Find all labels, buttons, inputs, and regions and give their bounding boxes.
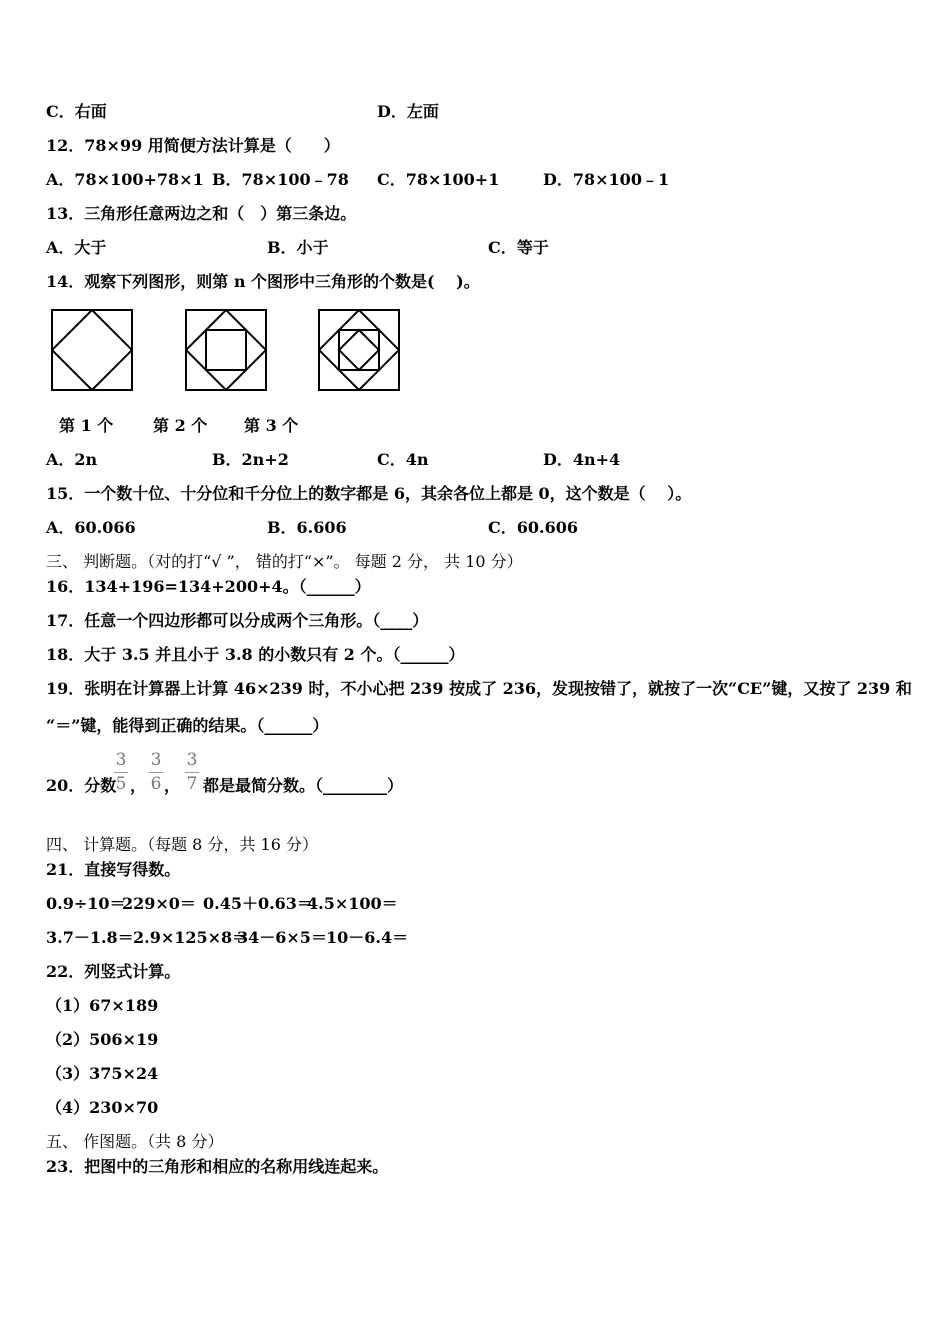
q22-item-4: （4）230×70 [46,1098,159,1117]
q13-option-c[interactable]: C．等于 [488,238,549,257]
q22-stem: 22．列竖式计算。 [46,962,181,981]
q21-item: 2.9×125×8＝ [133,928,249,947]
fraction-numerator: 3 [186,750,198,770]
q21-item: 0.9÷10＝ [46,894,126,913]
q14-option-b[interactable]: B．2n+2 [212,450,289,469]
fraction-numerator: 3 [150,750,162,770]
q23: 23．把图中的三角形和相应的名称用线连起来。 [46,1157,389,1176]
q21-item: 3.7－1.8＝ [46,928,134,947]
q12-option-d[interactable]: D．78×100﹣1 [543,170,670,189]
q11-option-d[interactable]: D．左面 [377,102,439,121]
q22-item-2: （2）506×19 [46,1030,159,1049]
q17: 17．任意一个四边形都可以分成两个三角形。（____） [46,611,429,630]
q19-line-2: “＝”键，能得到正确的结果。（______） [46,716,329,735]
q16: 16．134+196=134+200+4。（______） [46,577,371,596]
q13-option-b[interactable]: B．小于 [267,238,329,257]
q13-stem: 13．三角形任意两边之和（ ）第三条边。 [46,204,357,223]
figure-3-label: 第 3 个 [244,416,299,435]
fraction-3-6 [149,751,163,793]
q11-option-c[interactable]: C．右面 [46,102,107,121]
figure-1-label: 第 1 个 [59,416,114,435]
q21-item: 34－6×5＝ [237,928,327,947]
figure-2-label: 第 2 个 [153,416,208,435]
q20-suffix: 都是最简分数。（________） [203,776,404,795]
q15-stem: 15．一个数十位、十分位和千分位上的数字都是 6，其余各位上都是 0，这个数是（ ）。 [46,484,692,503]
q15-option-a[interactable]: A．60.066 [46,518,136,537]
q12-option-c[interactable]: C．78×100+1 [377,170,500,189]
fraction-3-7 [185,751,199,793]
q14-option-a[interactable]: A．2n [46,450,98,469]
q14-option-c[interactable]: C．4n [377,450,429,469]
q21-item: 10－6.4＝ [326,928,409,947]
q20-separator: ， [164,776,181,795]
figure-1 [51,309,133,391]
q21-item: 0.45＋0.63＝ [203,894,313,913]
figure-3 [318,309,400,391]
q22-item-3: （3）375×24 [46,1064,159,1083]
q12-stem: 12．78×99 用简便方法计算是（ ） [46,136,340,155]
fraction-denominator: 7 [186,774,198,794]
q14-option-d[interactable]: D．4n+4 [543,450,621,469]
section-5-heading: 五、 作图题。（共 8 分） [46,1132,224,1151]
q21-item: 4.5×100＝ [307,894,398,913]
q21-item: 229×0＝ [122,894,196,913]
q13-option-a[interactable]: A．大于 [46,238,107,257]
q21-stem: 21．直接写得数。 [46,860,181,879]
q14-stem: 14．观察下列图形，则第 n 个图形中三角形的个数是( )。 [46,272,480,291]
fraction-3-5 [114,751,128,793]
fraction-denominator: 5 [115,774,127,794]
fraction-numerator: 3 [115,750,127,770]
q22-item-1: （1）67×189 [46,996,159,1015]
q19-line-1: 19．张明在计算器上计算 46×239 时，不小心把 239 按成了 236，发现按错了，就按了一次“CE”键，又按了 239 和 [46,679,912,698]
figure-2 [185,309,267,391]
q15-option-c[interactable]: C．60.606 [488,518,578,537]
q12-option-b[interactable]: B．78×100﹣78 [212,170,349,189]
section-4-heading: 四、 计算题。（每题 8 分，共 16 分） [46,835,318,854]
fraction-denominator: 6 [150,774,162,794]
q15-option-b[interactable]: B．6.606 [267,518,347,537]
q20-prefix: 20．分数 [46,776,117,795]
section-3-heading: 三、 判断题。（对的打“√ ”， 错的打“×”。 每题 2 分， 共 10 分） [46,552,523,571]
q20-separator: ， [130,776,147,795]
q12-option-a[interactable]: A．78×100+78×1 [46,170,204,189]
q18: 18．大于 3.5 并且小于 3.8 的小数只有 2 个。（______） [46,645,465,664]
